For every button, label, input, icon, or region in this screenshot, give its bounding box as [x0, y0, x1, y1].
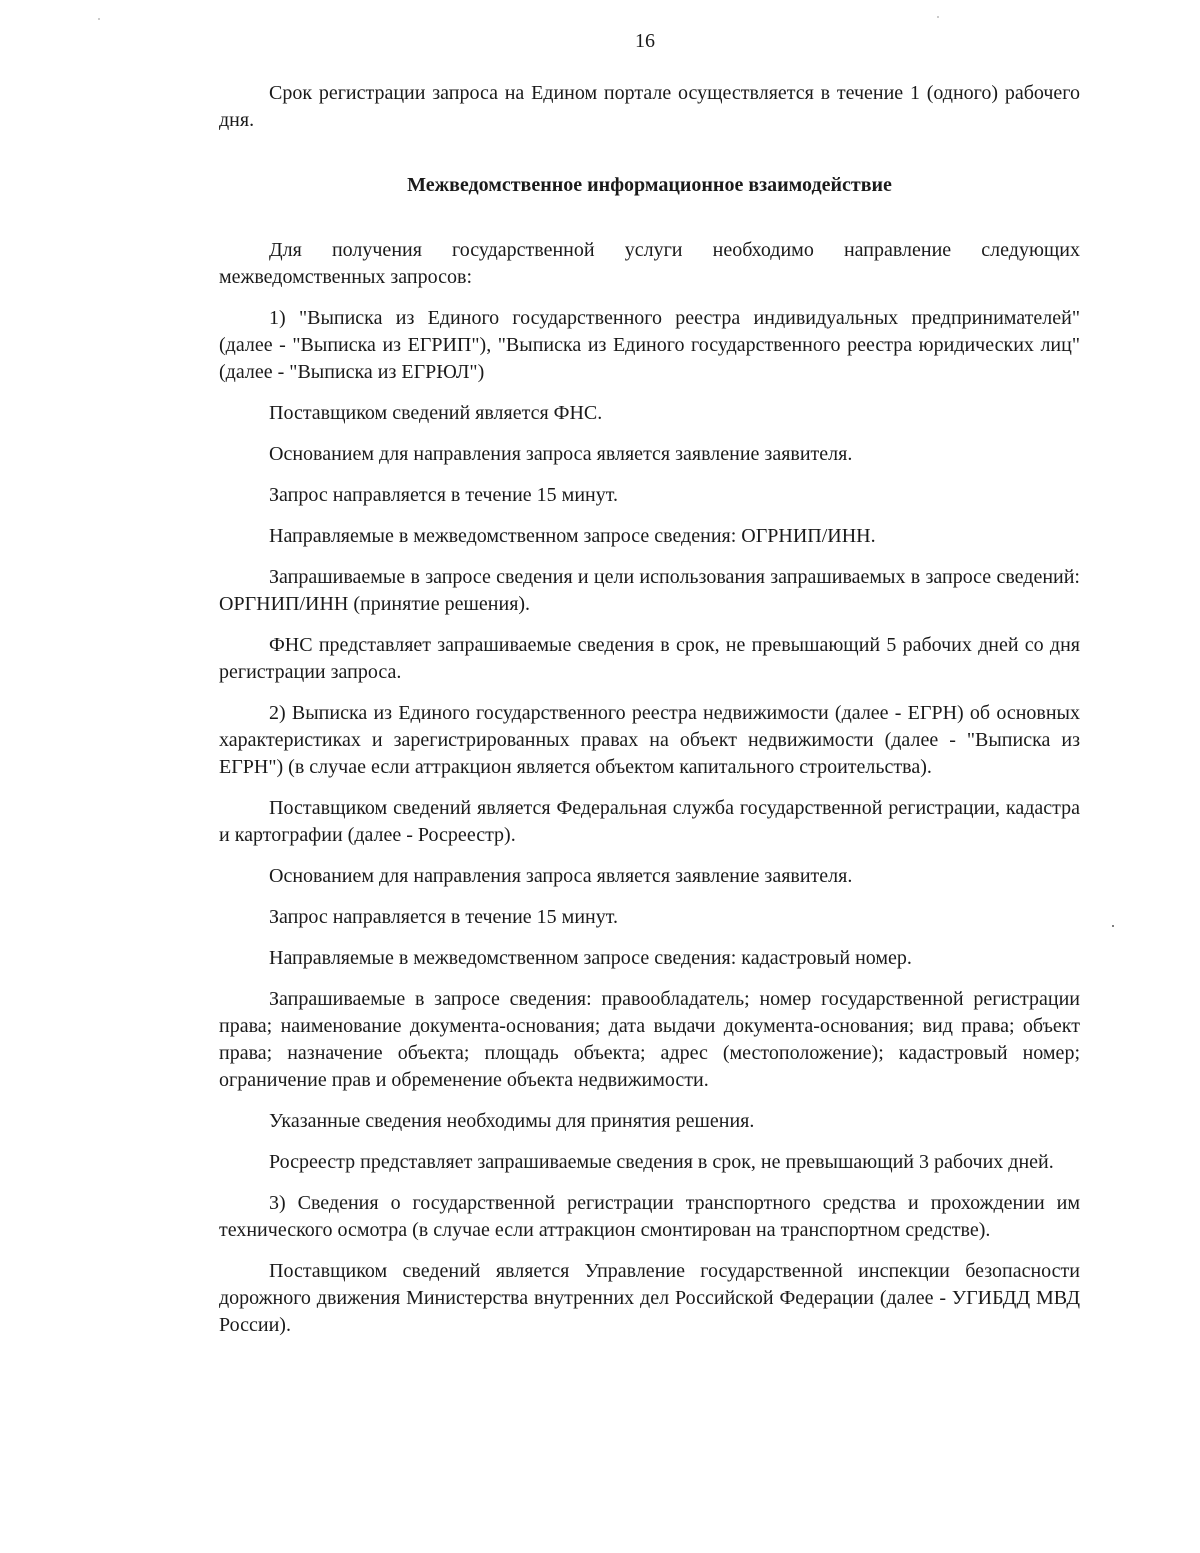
paragraph-registration-term: Срок регистрации запроса на Едином портале осуществляется в течение 1 (одного) рабочего дня.: [219, 82, 1080, 131]
scan-speck: [1112, 925, 1114, 927]
paragraph: Направляемые в межведомственном запросе сведения: кадастровый номер.: [269, 947, 912, 969]
page-number: 16: [635, 30, 655, 52]
paragraph: Основанием для направления запроса является заявление заявителя.: [269, 865, 853, 887]
paragraph: ФНС представляет запрашиваемые сведения в срок, не превышающий 5 рабочих дней со дня регистрации запроса.: [219, 634, 1080, 683]
paragraph: Запрос направляется в течение 15 минут.: [269, 906, 618, 928]
scan-speck: [98, 18, 100, 20]
paragraph: 1) "Выписка из Единого государственного реестра индивидуальных предпринимателей" (далее - "Выписка из ЕГРИП"), "Выписка из Единого государственного реестра юридических лиц" (далее - "Выписка из ЕГРЮЛ"): [219, 307, 1080, 383]
paragraph: Поставщиком сведений является Федеральная служба государственной регистрации, кадастра и картографии (далее - Росреестр).: [219, 797, 1080, 846]
paragraph: Росреестр представляет запрашиваемые сведения в срок, не превышающий 3 рабочих дней.: [269, 1151, 1054, 1173]
paragraph: Запрос направляется в течение 15 минут.: [269, 484, 618, 506]
paragraph: 3) Сведения о государственной регистрации транспортного средства и прохождении им технического осмотра (в случае если аттракцион смонтирован на транспортном средстве).: [219, 1192, 1080, 1241]
paragraph: Поставщиком сведений является Управление государственной инспекции безопасности дорожного движения Министерства внутренних дел Российской Федерации (далее - УГИБДД МВД России).: [219, 1260, 1080, 1336]
document-body: [219, 80, 1080, 1353]
paragraph: Указанные сведения необходимы для принятия решения.: [269, 1110, 755, 1132]
section-heading: Межведомственное информационное взаимодействие: [407, 174, 892, 196]
paragraph: Для получения государственной услуги необходимо направление следующих межведомственных запросов:: [219, 239, 1080, 288]
paragraph: 2) Выписка из Единого государственного реестра недвижимости (далее - ЕГРН) об основных характеристиках и зарегистрированных правах на объект недвижимости (далее - "Выписка из ЕГРН") (в случае если аттракцион является объектом капитального строительства).: [219, 702, 1080, 778]
paragraph: Направляемые в межведомственном запросе сведения: ОГРНИП/ИНН.: [269, 525, 876, 547]
paragraph: Поставщиком сведений является ФНС.: [269, 402, 603, 424]
paragraph: Запрашиваемые в запросе сведения: правообладатель; номер государственной регистрации права; наименование документа-основания; дата выдачи документа-основания; вид права; объект права; назначение объекта; площадь объекта; адрес (местоположение); кадастровый номер; ограничение прав и обременение объекта недвижимости.: [219, 988, 1080, 1091]
scan-speck: [937, 16, 939, 18]
paragraph: Основанием для направления запроса является заявление заявителя.: [269, 443, 853, 465]
paragraph: Запрашиваемые в запросе сведения и цели использования запрашиваемых в запросе сведений: ОРГНИП/ИНН (принятие решения).: [219, 566, 1080, 615]
